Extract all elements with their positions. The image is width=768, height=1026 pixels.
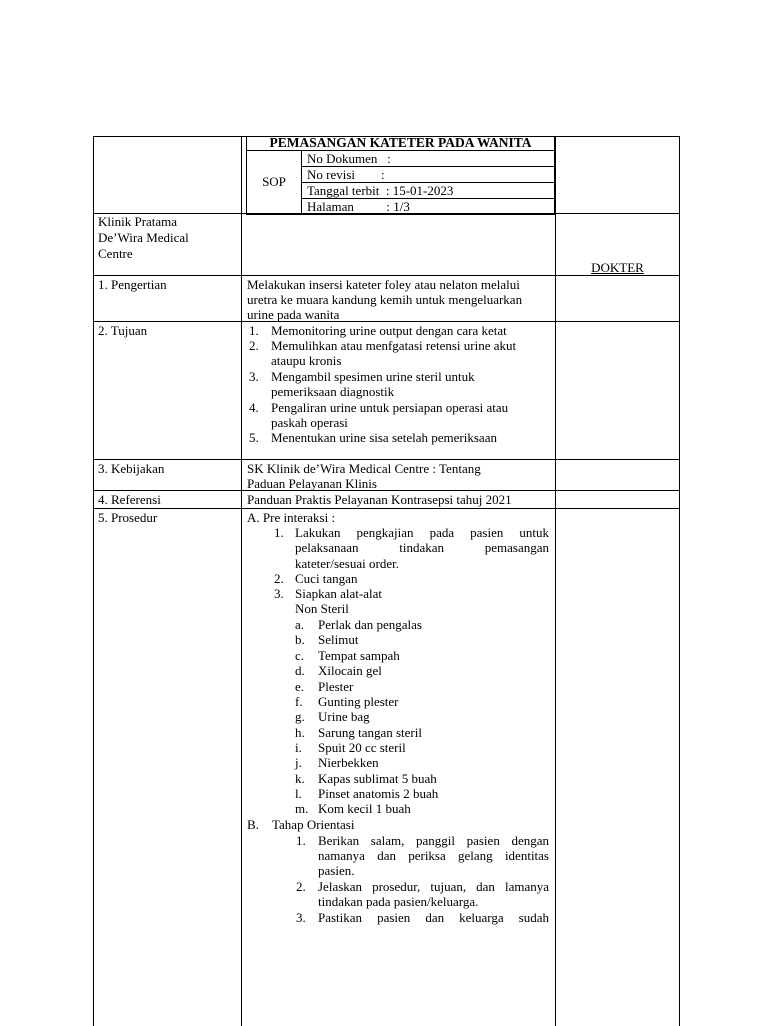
referensi-label: 4. Referensi [98, 492, 161, 507]
tool-letter: b. [295, 632, 305, 647]
tujuan-num-1: 1. [249, 323, 259, 338]
sop-label: SOP [262, 174, 286, 189]
a1-line-1: Lakukan pengkajian pada pasien untuk [295, 525, 549, 540]
section-a-heading: A. Pre interaksi : [247, 510, 336, 525]
pengertian-line-1: Melakukan insersi kateter foley atau nelaton melalui [247, 277, 520, 292]
a2-num: 2. [274, 571, 284, 586]
header-title-bottom [246, 150, 555, 151]
tujuan-item-4-cont: paskah operasi [271, 415, 348, 430]
header-bottom [246, 214, 555, 215]
tujuan-item-3-cont: pemeriksaan diagnostik [271, 384, 395, 399]
tool-letter: d. [295, 663, 305, 678]
a1-line-2: pelaksanaan tindakan pemasangan [295, 540, 549, 555]
kebijakan-line-1: SK Klinik de’Wira Medical Centre : Tentang [247, 461, 481, 476]
tool-item: Spuit 20 cc steril [318, 740, 406, 755]
non-steril-label: Non Steril [295, 601, 349, 616]
tool-item: Plester [318, 679, 354, 694]
tool-item: Selimut [318, 632, 359, 647]
b1-num: 1. [296, 833, 306, 848]
b1-line-2: namanya dan periksa gelang identitas [318, 848, 549, 863]
tujuan-item-2-cont: ataupu kronis [271, 353, 342, 368]
section-b-letter: B. [247, 817, 259, 832]
pengertian-label: 1. Pengertian [98, 277, 167, 292]
tool-item: Perlak dan pengalas [318, 617, 422, 632]
kebijakan-line-2: Paduan Pelayanan Klinis [247, 476, 377, 491]
tool-item: Kapas sublimat 5 buah [318, 771, 437, 786]
b2-num: 2. [296, 879, 306, 894]
tool-item: Nierbekken [318, 755, 379, 770]
b3-line-1: Pastikan pasien dan keluarga sudah [318, 910, 549, 925]
row-line-kebijakan [93, 459, 680, 460]
tool-item: Xilocain gel [318, 663, 382, 678]
tujuan-item-3: Mengambil spesimen urine steril untuk [271, 369, 475, 384]
header-inner-right [554, 136, 555, 214]
pengertian-line-3: urine pada wanita [247, 307, 340, 322]
tool-letter: c. [295, 648, 305, 663]
tool-letter: h. [295, 725, 305, 740]
tool-letter: m. [295, 801, 309, 816]
tool-item: Gunting plester [318, 694, 399, 709]
section-b-heading: Tahap Orientasi [272, 817, 355, 832]
b3-num: 3. [296, 910, 306, 925]
clinic-name-line-1: Klinik Pratama [98, 214, 178, 229]
referensi-text: Panduan Praktis Pelayanan Kontrasepsi tahuj 2021 [247, 492, 512, 507]
signer-label: DOKTER [591, 260, 644, 275]
tujuan-item-2: Memulihkan atau menfgatasi retensi urine akut [271, 338, 517, 353]
tujuan-num-3: 3. [249, 369, 259, 384]
tool-item: Urine bag [318, 709, 370, 724]
tujuan-label: 2. Tujuan [98, 323, 148, 338]
a1-num: 1. [274, 525, 284, 540]
b1-line-1: Berikan salam, panggil pasien dengan [318, 833, 549, 848]
pengertian-line-2: uretra ke muara kandung kemih untuk mengeluarkan [247, 292, 523, 307]
clinic-name-line-2: De’Wira Medical [98, 230, 189, 245]
table-border-right [679, 136, 680, 1026]
a1-line-3: kateter/sesuai order. [295, 556, 399, 571]
clinic-name-line-3: Centre [98, 246, 133, 261]
tool-letter: i. [295, 740, 302, 755]
field-no-revisi: No revisi : [307, 167, 385, 182]
field-tanggal-terbit: Tanggal terbit : 15-01-2023 [307, 183, 454, 198]
tujuan-num-5: 5. [249, 430, 259, 445]
tool-item: Sarung tangan steril [318, 725, 422, 740]
tool-item: Tempat sampah [318, 648, 400, 663]
b2-line-1: Jelaskan prosedur, tujuan, dan lamanya [318, 879, 549, 894]
tool-letter: l. [295, 786, 302, 801]
b1-line-3: pasien. [318, 863, 355, 878]
tool-letter: a. [295, 617, 305, 632]
row-line-referensi [93, 490, 680, 491]
tool-letter: j. [295, 755, 302, 770]
field-no-dokumen: No Dokumen : [307, 151, 391, 166]
table-border-col1 [241, 136, 242, 1026]
field-halaman: Halaman : 1/3 [307, 199, 410, 214]
tujuan-item-4: Pengaliran urine untuk persiapan operasi atau [271, 400, 509, 415]
b2-line-2: tindakan pada pasien/keluarga. [318, 894, 479, 909]
table-border-left [93, 136, 94, 1026]
tool-letter: e. [295, 679, 305, 694]
tujuan-item-5: Menentukan urine sisa setelah pemeriksaan [271, 430, 497, 445]
tool-item: Pinset anatomis 2 buah [318, 786, 439, 801]
kebijakan-label: 3. Kebijakan [98, 461, 165, 476]
tool-item: Kom kecil 1 buah [318, 801, 411, 816]
a3-num: 3. [274, 586, 284, 601]
a2-text: Cuci tangan [295, 571, 358, 586]
row-line-tujuan [93, 321, 680, 322]
row-line-prosedur [93, 508, 680, 509]
row-line-pengertian [93, 275, 680, 276]
sop-title: PEMASANGAN KATETER PADA WANITA [269, 135, 532, 150]
prosedur-label: 5. Prosedur [98, 510, 158, 525]
tool-letter: f. [295, 694, 303, 709]
a3-text: Siapkan alat-alat [295, 586, 382, 601]
tool-letter: k. [295, 771, 305, 786]
tujuan-num-2: 2. [249, 338, 259, 353]
tujuan-item-1: Memonitoring urine output dengan cara ketat [271, 323, 507, 338]
tujuan-num-4: 4. [249, 400, 259, 415]
tool-letter: g. [295, 709, 305, 724]
